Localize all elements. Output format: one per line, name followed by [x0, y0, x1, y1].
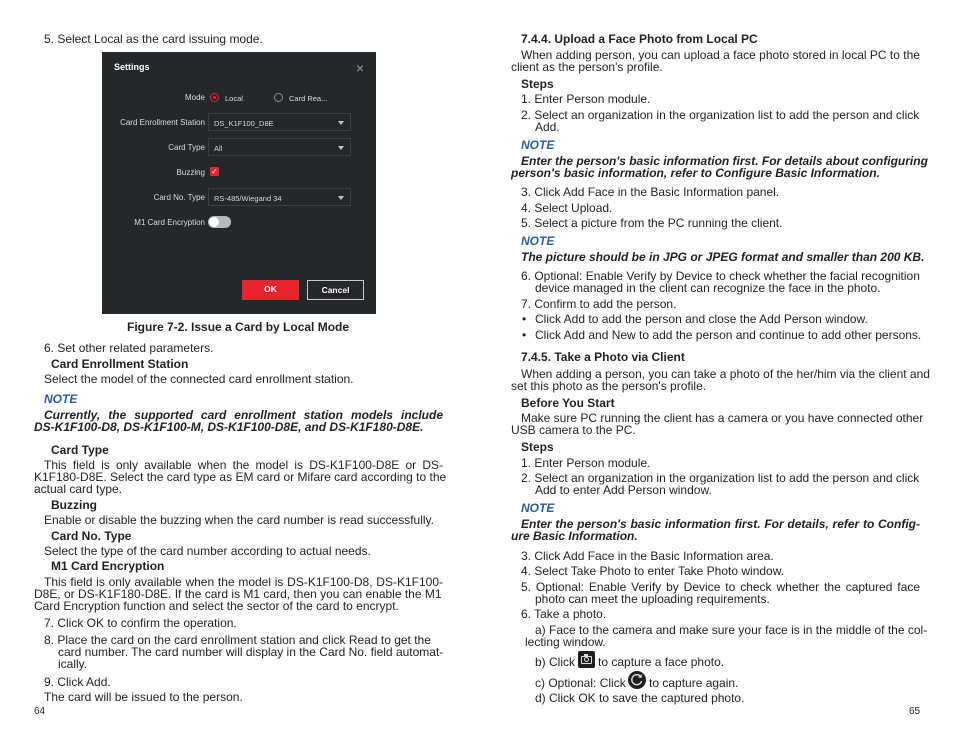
para-card-type: K1F180-D8E. Select the card type as EM card or Mifare card according to the [34, 470, 447, 484]
card-no-type-select[interactable] [208, 188, 351, 206]
note-text: The picture should be in JPG or JPEG format and smaller than 200 KB. [521, 250, 925, 264]
step-7-text: 7. Click OK to confirm the operation. [44, 616, 237, 630]
bullet-item: Click Add and New to add the person and continue to add other persons. [535, 328, 922, 342]
step-text: 4. Select Upload. [521, 201, 613, 215]
card-type-select[interactable] [208, 138, 351, 156]
note-label: NOTE [521, 138, 555, 152]
heading-card-enrollment-station: Card Enrollment Station [51, 357, 189, 371]
mode-local-label: Local [225, 94, 243, 103]
section-heading: 7.4.5. Take a Photo via Client [521, 350, 685, 364]
para-end: The card will be issued to the person. [44, 690, 243, 704]
radio-card-reader[interactable] [274, 93, 283, 102]
radio-local[interactable] [210, 93, 219, 102]
para-card-type: This field is only available when the model is DS-K1F100-D8E or DS- [44, 458, 443, 472]
step-8-text: 8. Place the card on the card enrollment station and click Read to get the [44, 633, 431, 647]
chevron-down-icon [338, 146, 344, 150]
card-no-type-value: RS-485/Wiegand 34 [214, 194, 282, 203]
para: When adding person, you can upload a face photo stored in local PC to the [521, 48, 920, 62]
chevron-down-icon [338, 121, 344, 125]
substep-text: to capture a face photo. [598, 655, 725, 669]
bullet-item: Click Add to add the person and close the Add Person window. [535, 312, 868, 326]
card-type-value: All [214, 144, 223, 153]
chevron-down-icon [338, 196, 344, 200]
step-text: Add. [535, 120, 560, 134]
step-text: photo can meet the uploading requirements. [535, 592, 770, 606]
para: When adding a person, you can take a photo of the her/him via the client and [521, 367, 930, 381]
step-text: Add to enter Add Person window. [535, 483, 712, 497]
bullet: • [522, 328, 527, 342]
buzzing-checkbox[interactable]: ✓ [211, 167, 218, 176]
para-station: Select the model of the connected card enrollment station. [44, 372, 354, 386]
cancel-button[interactable]: Cancel [307, 280, 364, 300]
para-m1: D8E, or DS-K1F180-D8E. If the card is M1 card, then you can enable the M1 [34, 587, 442, 601]
step-text: 5. Optional: Enable Verify by Device to check whether the captured face [521, 580, 920, 594]
para-card-no-type: Select the type of the card number according to actual needs. [44, 544, 371, 558]
para: client as the person's profile. [511, 60, 663, 74]
substep-text: lecting window. [525, 635, 606, 649]
dialog-title: Settings [114, 62, 150, 72]
steps-heading: Steps [521, 440, 554, 454]
card-no-type-label: Card No. Type [153, 193, 205, 202]
step-text: 3. Click Add Face in the Basic Information area. [521, 549, 774, 563]
para-m1: Card Encryption function and select the sector of the card to encrypt. [34, 599, 399, 613]
step-text: 2. Select an organization in the organization list to add the person and click [521, 471, 920, 485]
substep-text: c) Optional: Click [535, 676, 626, 690]
step-text: 1. Enter Person module. [521, 456, 651, 470]
section-heading: 7.4.4. Upload a Face Photo from Local PC [521, 32, 758, 46]
step-8-text: ically. [58, 657, 88, 671]
note-text: person's basic information, refer to Configure Basic Information. [511, 166, 880, 180]
substep-text: b) Click [535, 655, 576, 669]
note-text: ure Basic Information. [511, 529, 638, 543]
note-label: NOTE [521, 234, 555, 248]
station-select[interactable] [208, 113, 351, 131]
step-5-text: 5. Select Local as the card issuing mode. [44, 32, 263, 46]
mode-label: Mode [184, 93, 205, 102]
step-text: 5. Select a picture from the PC running the client. [521, 216, 783, 230]
step-text: 7. Confirm to add the person. [521, 297, 677, 311]
step-text: 6. Optional: Enable Verify by Device to check whether the facial recognition [521, 269, 920, 283]
close-icon[interactable]: × [356, 60, 365, 76]
substep-text: d) Click OK to save the captured photo. [535, 691, 745, 705]
page-number: 65 [909, 706, 921, 717]
para-buzzing: Enable or disable the buzzing when the card number is read successfully. [44, 513, 434, 527]
note-text: DS-K1F100-D8, DS-K1F100-M, DS-K1F100-D8E, and DS-K1F180-D8E. [34, 420, 424, 434]
step-8-text: card number. The card number will display in the Card No. field automat- [58, 645, 444, 659]
step-text: device managed in the client can recognize the face in the photo. [535, 281, 881, 295]
para: USB camera to the PC. [511, 423, 636, 437]
note-text: Currently, the supported card enrollment station models include [44, 408, 443, 422]
station-label: Card Enrollment Station [120, 118, 205, 127]
para: set this photo as the person's profile. [511, 379, 707, 393]
para-m1: This field is only available when the model is DS-K1F100-D8, DS-K1F100- [44, 575, 443, 589]
step-9-text: 9. Click Add. [44, 675, 111, 689]
settings-dialog [102, 52, 376, 314]
step-text: 2. Select an organization in the organization list to add the person and click [521, 108, 920, 122]
para-card-type: actual card type. [34, 482, 123, 496]
before-you-start-heading: Before You Start [521, 396, 615, 410]
substep-text: to capture again. [649, 676, 739, 690]
buzzing-label: Buzzing [176, 168, 205, 177]
refresh-icon[interactable] [628, 671, 646, 689]
step-text: 4. Select Take Photo to enter Take Photo window. [521, 564, 785, 578]
ok-button[interactable]: OK [242, 280, 299, 300]
page-number: 64 [34, 706, 46, 717]
steps-heading: Steps [521, 77, 554, 91]
mode-reader-label: Card Rea... [289, 94, 328, 103]
heading-m1-card-encryption: M1 Card Encryption [51, 559, 165, 573]
camera-icon[interactable] [578, 651, 595, 668]
note-label: NOTE [521, 501, 555, 515]
bullet: • [522, 312, 527, 326]
m1-encryption-label: M1 Card Encryption [134, 218, 205, 227]
step-text: 6. Take a photo. [521, 607, 607, 621]
heading-card-no-type: Card No. Type [51, 529, 132, 543]
step-text: 3. Click Add Face in the Basic Information panel. [521, 185, 780, 199]
card-type-label: Card Type [168, 143, 205, 152]
station-value: DS_K1F100_D8E [214, 119, 274, 128]
note-label: NOTE [44, 392, 78, 406]
step-text: 1. Enter Person module. [521, 92, 651, 106]
para: Make sure PC running the client has a camera or you have connected other [521, 411, 924, 425]
step-6-text: 6. Set other related parameters. [44, 341, 214, 355]
figure-caption: Figure 7-2. Issue a Card by Local Mode [127, 320, 350, 334]
substep-text: a) Face to the camera and make sure your face is in the middle of the col- [535, 623, 928, 637]
heading-buzzing: Buzzing [51, 498, 97, 512]
note-text: Enter the person's basic information first. For details about configuring [521, 154, 928, 168]
note-text: Enter the person's basic information first. For details, refer to Config- [521, 517, 920, 531]
m1-encryption-toggle[interactable] [208, 216, 231, 228]
heading-card-type: Card Type [51, 443, 109, 457]
